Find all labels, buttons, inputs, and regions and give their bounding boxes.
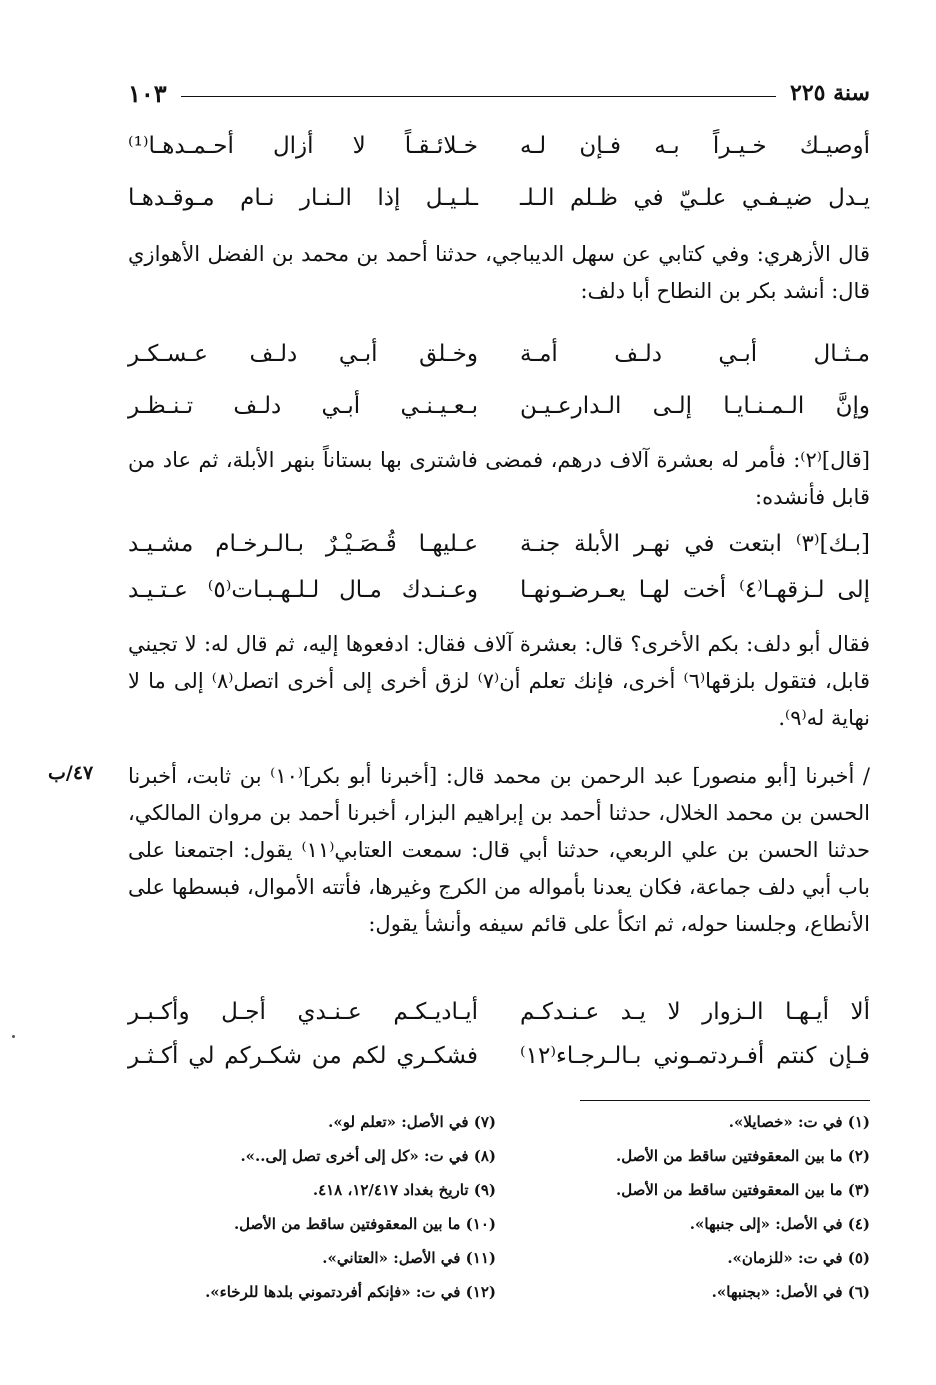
paragraph-abu-dulaf: فقال أبو دلف: بكم الأخرى؟ قال: بعشرة آلاف فقال: ادفعوها إليه، ثم قال له: لا تجيني قابل، فتقول بلزقها⁽٦⁾ أخرى، فإنك تعلم أن⁽٧⁾ لزق أخرى إلى أخرى اتصل⁽٨⁾ إلى ما لا نهاية له⁽٩⁾. (128, 632, 870, 730)
footnote: (١) في ت: «خصايلا». (728, 1113, 870, 1131)
footnote: (٩) تاريخ بغداد ١٢/٤١٧، ٤١٨. (312, 1181, 496, 1199)
verse-first-hemistich: وإنَّ الـمـنـايـا إلـى الـدارعـيـن (520, 393, 870, 419)
footnote: (٧) في الأصل: «تعلم لو». (328, 1113, 496, 1131)
header-year: سنة ٢٢٥ (790, 80, 870, 106)
verse-second-hemistich: ـلـيـل إذا الـنـار نـام مـوقـدهـا (128, 185, 478, 211)
verse-line (128, 520, 870, 568)
verse-line (128, 382, 870, 430)
paragraph-isnad: / أخبرنا [أبو منصور] عبد الرحمن بن محمد قال: [أخبرنا أبو بكر]⁽١٠⁾ بن ثابت، أخبرنا الحسن بن محمد الخلال، حدثنا أحمد بن إبراهيم البزار، أخبرنا أحمد بن مروان المالكي، حدثنا الحسن بن علي الربعي، حدثنا أبي قال: سمعت العتابي⁽١١⁾ يقول: اجتمعنا على باب أبي دلف جماعة، فكان يعدنا بأمواله من الكرج وغيرها، فأتته الأموال، فبسطها على الأنطاع، وجلسنا حوله، ثم اتكأ على قائم سيفه وأنشأ يقول: (128, 764, 871, 936)
verse-second-hemistich: أيـاديـكـم عـنـدي أجـل وأكـبـر (128, 999, 478, 1025)
header-rule (181, 96, 776, 97)
verse-line (128, 330, 870, 378)
manuscript-folio-marker: ٤٧/ب (48, 762, 94, 784)
verse-first-hemistich: [بـك]⁽٣⁾ ابتعت في نهـر الأبلة جنـة (520, 531, 870, 557)
verse-second-hemistich: وخـلق أبـي دلـف عـسـكـر (128, 341, 478, 367)
footnote: (١٠) ما بين المعقوفتين ساقط من الأصل. (233, 1215, 496, 1233)
verse-second-hemistich: بـعـيـنـي أبـي دلـف تـنـظـر (128, 393, 478, 419)
footnote: (١١) في الأصل: «العتاني». (322, 1249, 496, 1267)
verse-first-hemistich: يـدل ضيـفـي علـيّ في ظـلم الـلـ (520, 185, 870, 211)
paragraph-azhari: قال الأزهري: وفي كتابي عن سهل الديباجي، حدثنا أحمد بن محمد بن الفضل الأهوازي قال: أنشد بكر بن النطاح أبا دلف: (128, 242, 870, 303)
verse-first-hemistich: أوصيـك خـيـراً بـه فـإن لـه (520, 133, 870, 159)
verse-second-hemistich: فشكـري لكم من شكـركم لي أكـثـر (128, 1043, 478, 1069)
paragraph-garden: [قال]⁽٢⁾: فأمر له بعشرة آلاف درهم، فمضى فاشترى بها بستاناً بنهر الأبلة، ثم عاد من قابل فأنشده: (128, 448, 870, 509)
footnote: (٣) ما بين المعقوفتين ساقط من الأصل. (616, 1181, 870, 1199)
verse-first-hemistich: فـإن كنتم أفـردتمـوني بـالـرجـاء⁽١٢⁾ (520, 1043, 870, 1069)
verse-line (128, 1032, 870, 1080)
verse-line (128, 566, 870, 614)
verse-second-hemistich: وعـنـدك مـال لـلـهـبـات⁽٥⁾ عـتـيـد (128, 577, 478, 603)
footnote: (٨) في ت: «كل إلى أخرى تصل إلى..». (240, 1147, 496, 1165)
verse-first-hemistich: مـثـال أبـي دلـف أمـة (520, 341, 870, 367)
footnote: (٥) في ت: «للزمان». (727, 1249, 870, 1267)
running-header (128, 76, 870, 110)
verse-first-hemistich: إلى لـزقهـا⁽٤⁾ أخت لهـا يعـرضـونهـا (520, 577, 870, 603)
verse-second-hemistich: عـليهـا قُـصَـيْـرٌ بـالـرخـام مشـيـد (128, 531, 478, 557)
footnote: (٤) في الأصل: «إلى جنبها». (689, 1215, 870, 1233)
footnote: (٦) في الأصل: «بجنبها». (711, 1283, 870, 1301)
verse-second-hemistich: خـلائـقـاً لا أزال أحـمـدهـا⁽¹⁾ (128, 133, 478, 159)
page-number: ١٠٣ (128, 78, 167, 108)
footnote: (٢) ما بين المعقوفتين ساقط من الأصل. (616, 1147, 870, 1165)
footnote-rule (580, 1100, 870, 1101)
verse-line (128, 174, 870, 222)
verse-line (128, 988, 870, 1036)
scan-speck (12, 1035, 15, 1038)
verse-line (128, 122, 870, 170)
footnote: (١٢) في ت: «فإنكم أفردتموني بلدها للرخاء». (205, 1283, 496, 1301)
verse-first-hemistich: ألا أيـهـا الـزوار لا يـد عـنـدكـم (520, 999, 870, 1025)
